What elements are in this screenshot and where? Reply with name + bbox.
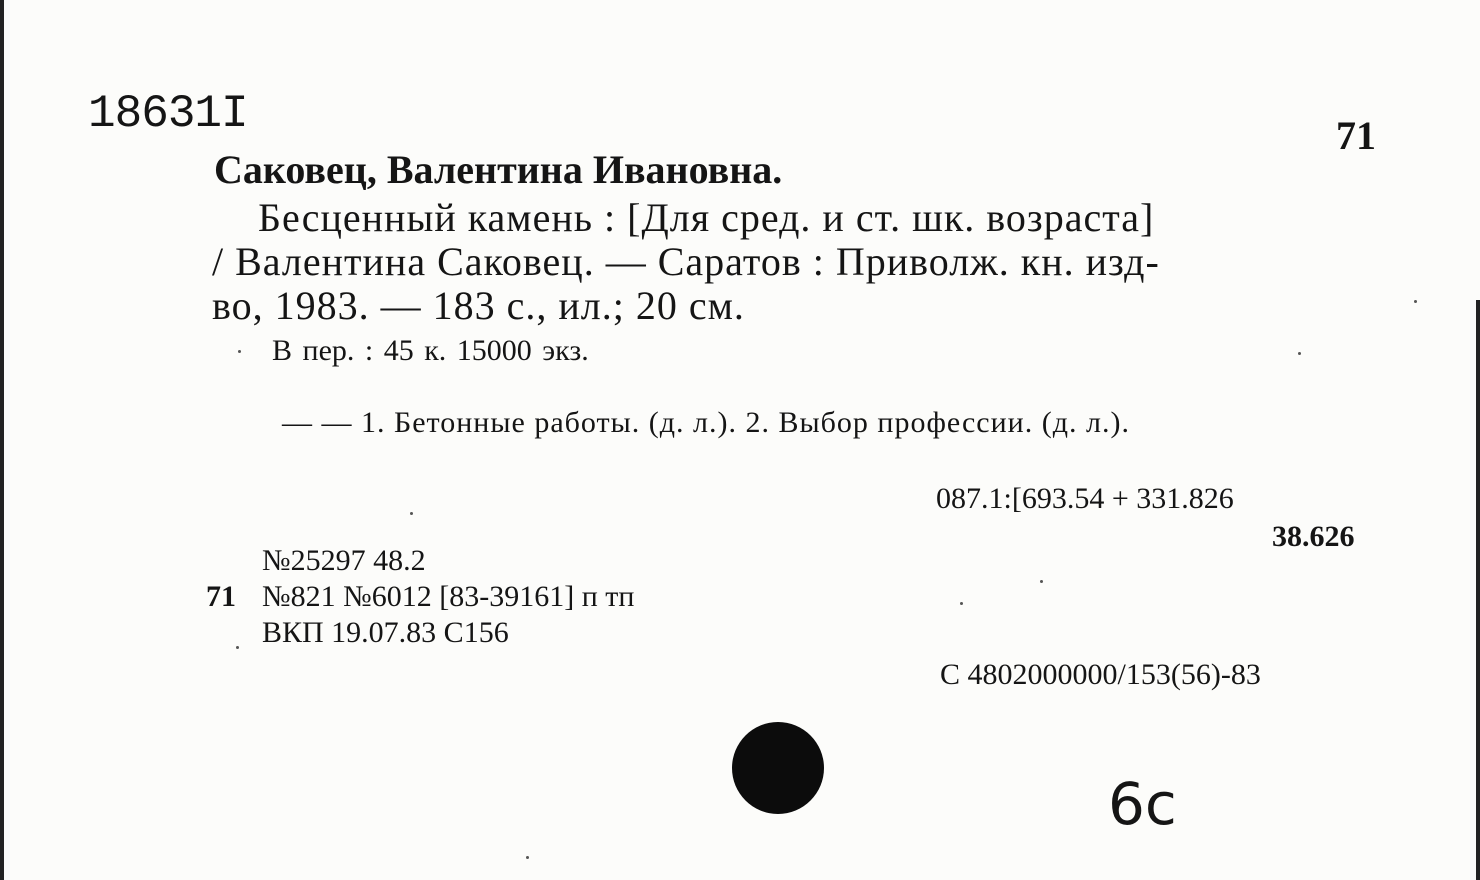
price-and-print-run: В пер. : 45 к. 15000 экз. — [272, 334, 589, 367]
punch-hole — [732, 722, 824, 814]
registry-line-2: №821 №6012 [83-39161] п тп — [262, 580, 635, 613]
bbk-code: 38.626 — [1272, 520, 1355, 553]
author-heading: Саковец, Валентина Ивановна. — [214, 147, 783, 192]
registry-line-1: №25297 48.2 — [262, 544, 426, 577]
shelf-number: 71 — [1336, 113, 1376, 158]
speck — [526, 856, 529, 859]
card-right-edge — [1476, 300, 1480, 880]
speck — [960, 602, 963, 605]
registry-line-3: ВКП 19.07.83 С156 — [262, 616, 509, 649]
registry-prefix: 71 — [206, 580, 236, 613]
subject-headings: — — 1. Бетонные работы. (д. л.). 2. Выбор профессии. (д. л.). — [282, 406, 1130, 439]
title-line-2: / Валентина Саковец. — Саратов : Приволж. кн. изд- — [212, 239, 1160, 284]
speck — [1040, 580, 1043, 583]
udc-code: 087.1:[693.54 + 331.826 — [936, 482, 1234, 515]
speck — [1414, 300, 1417, 303]
speck — [236, 646, 239, 649]
speck — [238, 350, 241, 353]
speck — [1298, 352, 1301, 355]
accession-number: 18631I — [88, 88, 248, 140]
title-line-1: Бесценный камень : [Для сред. и ст. шк. возраста] — [258, 195, 1155, 240]
speck — [410, 512, 413, 515]
handwritten-note: 6с — [1108, 770, 1177, 838]
catalog-code: С 4802000000/153(56)-83 — [940, 658, 1261, 691]
title-line-3: во, 1983. — 183 с., ил.; 20 см. — [212, 283, 745, 328]
card-left-edge — [0, 0, 4, 880]
